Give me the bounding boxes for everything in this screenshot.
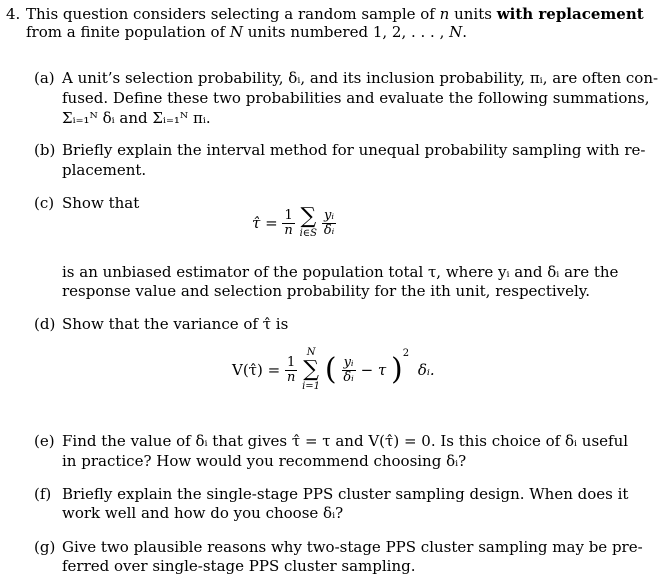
part-c-line-3: response value and selection probability for the ith unit, respectively. [62,282,591,300]
question-number: 4. [6,5,21,23]
sigma-symbol: ∑ [300,204,317,229]
part-e-label: (e) [34,432,55,450]
part-c-label: (c) [34,194,55,212]
part-g-label: (g) [34,538,56,556]
part-d-label: (d) [34,315,56,333]
intro-bold: with replacement [496,5,644,23]
variance-ratio [341,356,355,385]
part-c-line-2: is an unbiased estimator of the population total τ, where yᵢ and δᵢ are the [62,263,619,281]
estimator-yi: yᵢ [324,207,335,223]
part-a-label: (a) [34,69,55,87]
estimator-sum [300,206,317,240]
estimator-ratio [322,209,336,238]
estimator-lhs: τ̂ = [252,214,278,232]
intro-N2: N [449,23,463,41]
variance-frac-num: 1 [287,354,296,370]
variance-minus-tau: − τ [360,361,387,379]
part-f-line-2: work well and how do you choose δᵢ? [62,504,344,522]
variance-lhs: V(τ̂) = [232,361,281,379]
estimator-frac-den: n [284,222,293,238]
part-a-line-2: fused. Define these two probabilities and evaluate the following summations, [62,89,650,107]
variance-yi: yᵢ [343,354,354,370]
variance-sum-sub: i=1 [302,381,321,392]
part-b-line-1: Briefly explain the interval method for unequal probability sampling with re- [62,141,646,159]
intro-n: n [439,5,450,23]
intro-text-a: This question considers selecting a random sample of [26,5,440,23]
variance-sum [302,347,320,393]
right-paren: ) [391,352,403,387]
part-g-line-1: Give two plausible reasons why two-stage PPS cluster sampling may be pre- [62,538,643,556]
variance-di: δᵢ [343,369,354,385]
variance-fraction [285,356,297,385]
part-f-line-1: Briefly explain the single-stage PPS cluster sampling design. When does it [62,485,629,503]
part-g-line-2: ferred over single-stage PPS cluster sampling. [62,557,416,575]
question-intro-line-1 [26,4,644,24]
intro-text-c: from a finite population of [26,23,230,41]
intro-text-e: . [462,23,468,41]
part-e-line-1: Find the value of δᵢ that gives τ̂ = τ and V(τ̂) = 0. Is this choice of δᵢ useful [62,432,629,450]
estimator-equation [252,206,336,240]
part-d-line-1: Show that the variance of τ̂ is [62,315,289,333]
part-b-label: (b) [34,141,56,159]
part-f-label: (f) [34,485,52,503]
left-paren: ( [324,352,337,387]
part-a-line-1: A unit’s selection probability, δᵢ, and its inclusion probability, πᵢ, are often con- [62,69,658,87]
intro-text-d: units numbered 1, 2, . . . , [243,23,450,41]
intro-text-b: units [449,5,497,23]
variance-equation [232,344,435,393]
part-e-line-2: in practice? How would you recommend choosing δᵢ? [62,452,467,470]
question-intro-line-2 [26,22,467,42]
sigma-symbol-2: ∑ [303,357,319,382]
part-a-line-3: Σᵢ₌₁ᴺ δᵢ and Σᵢ₌₁ᴺ πᵢ. [62,109,211,127]
variance-exponent: 2 [402,348,410,359]
part-c-line-1: Show that [62,194,140,212]
variance-tail: δᵢ. [417,361,435,379]
estimator-di: δᵢ [323,222,335,238]
estimator-frac-num: 1 [284,207,293,223]
intro-N: N [229,23,243,41]
part-b-line-2: placement. [62,161,147,179]
variance-frac-den: n [286,369,296,385]
estimator-fraction [282,209,294,238]
variance-sum-top: N [306,347,316,358]
estimator-sum-sub: i∈S [299,228,318,239]
